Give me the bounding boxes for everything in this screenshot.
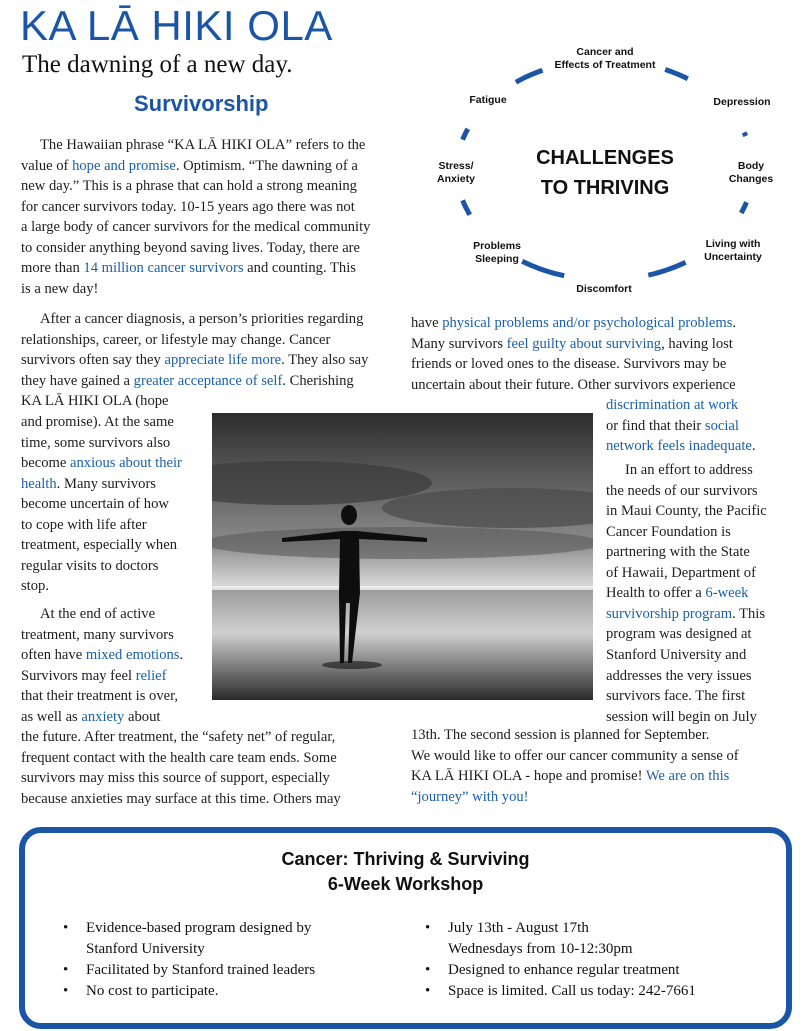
ring-segment (463, 129, 468, 140)
text-run: Many survivors (411, 335, 507, 352)
text-line (21, 515, 147, 536)
bullet-icon: • (425, 920, 431, 936)
highlight-phrase: survivorship program (606, 605, 733, 622)
diagram-label-line: Stress/ (438, 160, 474, 172)
text-line (21, 258, 356, 279)
highlight-phrase: appreciate life more (164, 352, 282, 369)
bullet-icon: • (425, 983, 431, 999)
text-line (625, 460, 753, 481)
text-run: session will begin on July (606, 708, 757, 725)
text-run: become uncertain of how (21, 496, 169, 513)
workshop-title-line1: Cancer: Thriving & Surviving (281, 849, 530, 869)
text-line (21, 666, 167, 687)
text-run: , having lost (661, 335, 733, 352)
text-line (21, 350, 368, 371)
text-run: they have gained a (21, 372, 134, 389)
text-run: treatment, especially when (21, 537, 178, 554)
text-run: become (21, 455, 71, 472)
bullet-icon: • (425, 962, 431, 978)
text-run: KA LĀ HIKI OLA (hope (21, 393, 169, 410)
text-run: In an effort to address (625, 462, 753, 478)
text-run: . Many survivors (56, 475, 156, 492)
text-line (606, 395, 738, 416)
text-run: is a new day! (21, 280, 99, 297)
silhouette-image (212, 413, 593, 700)
text-run: more than (21, 260, 84, 277)
text-run: The Hawaiian phrase “KA LĀ HIKI OLA” refers to the (40, 137, 366, 153)
text-line (606, 416, 739, 437)
text-run: about (124, 708, 161, 725)
text-line (606, 481, 758, 502)
text-line (411, 313, 736, 334)
text-line (21, 176, 357, 197)
text-run: have (411, 315, 443, 331)
bullet-icon: • (63, 962, 69, 978)
text-line (606, 563, 756, 584)
workshop-bullet-text: No cost to participate. (86, 983, 219, 999)
highlight-phrase: social (704, 417, 739, 434)
text-run: value of (21, 157, 73, 174)
text-line (21, 625, 174, 646)
text-line (606, 604, 765, 625)
workshop-title-line2: 6-Week Workshop (327, 874, 484, 894)
text-line (21, 645, 183, 666)
text-run: . They also say (281, 352, 369, 369)
challenges-diagram (420, 40, 790, 300)
text-run: to cope with life after (21, 516, 147, 533)
text-run: the needs of our survivors (606, 482, 758, 499)
bullet-icon: • (63, 920, 69, 936)
workshop-bullet-text: Wednesdays from 10-12:30pm (448, 941, 633, 957)
ring-segment (463, 200, 470, 214)
text-line (40, 135, 365, 156)
diagram-label-line: Changes (728, 173, 774, 185)
diagram-label (473, 240, 521, 266)
diagram-center-title (505, 143, 705, 203)
text-line (21, 789, 341, 810)
text-line (606, 522, 731, 543)
text-run: a large body of cancer survivors for the medical community (21, 219, 371, 236)
text-run: in Maui County, the Pacific (606, 503, 767, 520)
text-run: of Hawaii, Department of (606, 564, 756, 581)
text-run: friends or loved ones to the disease. Survivors may be (411, 356, 727, 373)
text-run: relationships, career, or lifestyle may change. Cancer (21, 331, 331, 348)
highlight-phrase: hope and promise (72, 157, 176, 174)
diagram-label-line: Sleeping (475, 253, 519, 265)
text-run: . (179, 647, 184, 664)
text-line (411, 746, 739, 767)
text-line (606, 624, 752, 645)
diagram-label-line: Discomfort (576, 283, 632, 295)
text-run: 13th. The second session is planned for September. (411, 727, 710, 743)
ring-segment (522, 261, 564, 276)
diagram-label-line: Fatigue (469, 94, 507, 106)
diagram-label (555, 46, 656, 72)
text-run: new day.” This is a phrase that can hold a strong meaning (21, 178, 357, 195)
highlight-phrase: greater acceptance of self (133, 372, 283, 389)
diagram-center-line1: CHALLENGES (536, 147, 674, 169)
text-run: and promise). At the same (21, 414, 174, 430)
diagram-label-line: Living with (705, 238, 761, 250)
text-run: stop. (21, 578, 49, 595)
text-line (21, 371, 354, 392)
text-line (21, 238, 360, 259)
text-line (21, 576, 49, 597)
text-run: that their treatment is over, (21, 688, 179, 705)
text-line (21, 279, 98, 300)
text-line (21, 330, 330, 351)
ring-segment (744, 132, 746, 136)
text-line (21, 412, 174, 433)
text-line (21, 391, 169, 412)
highlight-phrase: physical problems and/or psychological problems (442, 315, 733, 331)
text-run: addresses the very issues (606, 667, 752, 684)
diagram-label (729, 160, 773, 186)
text-line (21, 686, 178, 707)
text-line (606, 666, 752, 687)
workshop-bullet-text: July 13th - August 17th (448, 920, 589, 936)
diagram-label-line: Depression (713, 96, 771, 108)
text-line (40, 604, 155, 625)
text-run: After a cancer diagnosis, a person’s priorities regarding (40, 311, 364, 327)
workshop-bullet-text: Evidence-based program designed by (86, 920, 312, 936)
bullet-icon: • (63, 983, 69, 999)
ring-segment (648, 262, 685, 275)
text-line (21, 707, 160, 728)
text-run: Survivors may feel (21, 667, 136, 684)
text-run: and counting. This (243, 260, 356, 277)
text-run: for cancer survivors today. 10-15 years ago there was not (21, 198, 355, 215)
text-run: regular visits to doctors (21, 557, 159, 574)
diagram-label (469, 94, 506, 107)
text-run: . This (732, 605, 766, 622)
diagram-label (713, 96, 770, 109)
diagram-label-line: Anxiety (437, 173, 475, 185)
diagram-label (437, 160, 475, 186)
text-run: often have (21, 647, 86, 664)
text-line (606, 436, 756, 457)
ring-segment (516, 70, 543, 82)
text-line (21, 494, 169, 515)
text-run: . (732, 315, 737, 331)
masthead-title: KA LĀ HIKI OLA (20, 2, 333, 49)
ring-segment (741, 202, 746, 213)
diagram-label (704, 238, 762, 264)
diagram-label-line: Body (737, 160, 765, 172)
text-run: We would like to offer our cancer community a sense of (411, 747, 739, 764)
text-line (411, 354, 726, 375)
text-line (606, 542, 750, 563)
text-line (21, 748, 337, 769)
text-run: Stanford University and (606, 646, 747, 663)
text-run: Health to offer a (606, 585, 706, 602)
highlight-phrase: discrimination at work (606, 397, 739, 413)
highlight-phrase: 14 million cancer survivors (83, 260, 244, 277)
text-line (21, 156, 358, 177)
text-line (21, 453, 182, 474)
text-line (21, 433, 170, 454)
text-run: time, some survivors also (21, 434, 171, 451)
highlight-phrase: feel guilty about surviving (506, 335, 662, 352)
highlight-phrase: health (21, 475, 57, 492)
text-line (411, 375, 736, 396)
text-run: . (751, 438, 756, 455)
text-run: Cancer Foundation is (606, 523, 731, 540)
text-line (606, 686, 745, 707)
text-line (606, 645, 746, 666)
text-run: survivors may miss this source of support, especially (21, 770, 330, 787)
text-run: uncertain about their future. Other survivors experience (411, 376, 736, 393)
highlight-phrase: anxiety (81, 708, 125, 725)
text-run: program was designed at (606, 626, 752, 643)
diagram-center-line2: TO THRIVING (540, 177, 670, 199)
text-run: partnering with the State (606, 544, 750, 561)
text-line (21, 535, 177, 556)
text-line (21, 556, 158, 577)
text-run: as well as (21, 708, 82, 725)
highlight-phrase: We are on this (645, 768, 730, 785)
text-run: At the end of active (40, 606, 156, 622)
highlight-phrase: network feels inadequate (606, 438, 752, 455)
highlight-phrase: mixed emotions (85, 647, 180, 664)
text-line (411, 334, 733, 355)
text-run: the future. After treatment, the “safety net” of regular, (21, 729, 336, 745)
text-line (606, 583, 748, 604)
workshop-bullet-text: Facilitated by Stanford trained leaders (86, 962, 316, 978)
workshop-bullet-text: Space is limited. Call us today: 242-7661 (448, 983, 696, 999)
text-line (411, 766, 729, 787)
text-run: to consider anything beyond saving lives. Today, there are (21, 239, 361, 256)
text-run: because anxieties may surface at this time. Others may (21, 790, 341, 807)
diagram-label-line: Effects of Treatment (554, 59, 656, 71)
highlight-phrase: “journey” with you! (411, 788, 529, 805)
text-line (21, 474, 156, 495)
text-line (411, 725, 709, 746)
text-run: survivors face. The first (606, 688, 746, 705)
text-line (40, 309, 363, 330)
highlight-phrase: anxious about their (70, 455, 182, 472)
text-run: survivors often say they (21, 352, 165, 369)
workshop-bullet-text: Designed to enhance regular treatment (448, 962, 680, 978)
text-line (21, 768, 330, 789)
text-run: or find that their (606, 417, 705, 434)
text-run: . Optimism. “The dawning of a (175, 157, 358, 174)
ring-segment (665, 70, 688, 79)
diagram-label-line: Uncertainty (704, 251, 762, 263)
text-run: . Cherishing (282, 372, 354, 389)
text-line (21, 727, 335, 748)
text-run: KA LĀ HIKI OLA - hope and promise! (411, 768, 646, 785)
text-run: treatment, many survivors (21, 626, 174, 643)
workshop-bullet-text: Stanford University (86, 941, 205, 957)
text-line (411, 787, 529, 808)
text-line (21, 197, 355, 218)
diagram-label (576, 283, 631, 296)
highlight-phrase: relief (135, 667, 167, 684)
section-title: Survivorship (134, 91, 269, 116)
masthead-subtitle: The dawning of a new day. (22, 51, 293, 78)
workshop-box (19, 827, 792, 1029)
diagram-label-line: Problems (473, 240, 521, 252)
highlight-phrase: 6-week (705, 585, 749, 602)
text-line (606, 501, 767, 522)
diagram-label-line: Cancer and (576, 46, 634, 58)
text-run: frequent contact with the health care team ends. Some (21, 749, 337, 766)
text-line (21, 217, 370, 238)
beach-photo (212, 413, 593, 700)
